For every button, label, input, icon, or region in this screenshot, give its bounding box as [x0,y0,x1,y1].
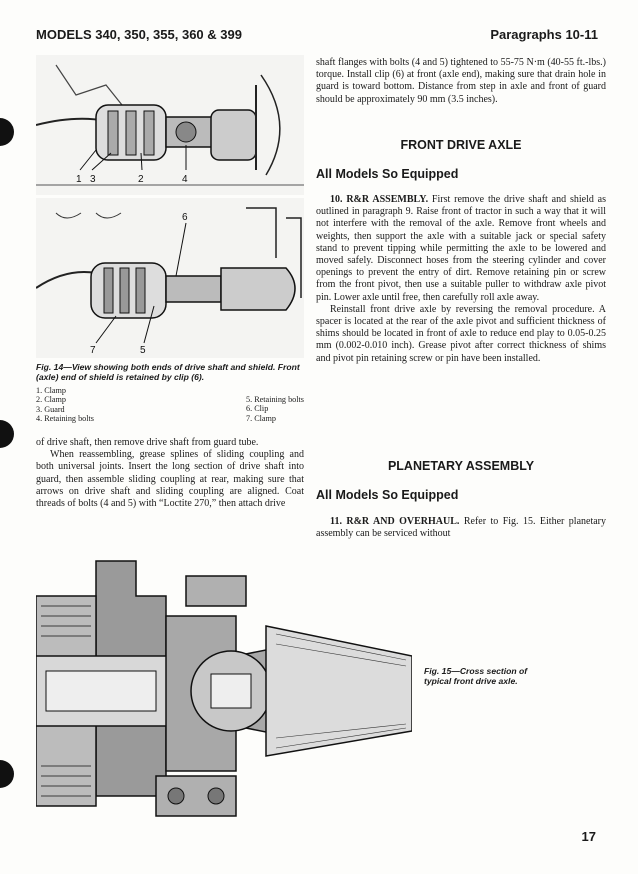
paragraph: Reinstall front drive axle by reversing the removal procedure. A spacer is located at the rear of the axle pivot and sufficient thickness of shims should be located in front of axle to reduce end play to 0.05-0.25 mm (0.002-0.010 inch). Grease pivot after correct thickness of shims and pivot pin retaining screw or pin have been installed. [316,303,606,364]
fig14-callout-1: 1 [76,174,82,185]
fig14-callout-3: 3 [90,174,96,185]
right-column-paragraph-11 [316,516,606,540]
paragraph-body: Refer to Fig. 15. Either planetary assembly can be serviced without [316,516,606,540]
fig14-legend-left [36,386,94,424]
legend-item: 1. Clamp [36,386,67,395]
section-heading-planetary-assembly: PLANETARY ASSEMBLY [387,459,535,473]
fig14-caption: Fig. 14—View showing both ends of drive shaft and shield. Front (axle) end of shield is retained by clip (6). [36,362,300,383]
models-header: MODELS 340, 350, 355, 360 & 399 [36,27,242,42]
right-column-paragraph-10 [316,194,606,365]
fig14-callout-6: 6 [182,212,188,223]
fig14-lower-illustration [36,198,304,358]
section-heading-front-drive-axle: FRONT DRIVE AXLE [400,138,522,152]
legend-item: 3. Guard [36,404,65,414]
right-column-continuation [316,57,606,106]
fig14-legend-right [246,386,304,424]
legend-item: 6. Clip [246,404,269,414]
paragraph-body: First remove the drive shaft and shield as outlined in paragraph 9. Raise front of tractor in such a way that it will not interfere with the removal of the axle. Remove front wheels and weights, then support the axle with a suitable jack or special safety stand to prevent tipping while permitting the axle to be lowered and moved safely. Disconnect hoses from the steering cylinder and cover openings to prevent the entry of dirt. Remove retaining pin or screw from the front pivot, then use a suitable puller to withdraw axle pivot pin. Lower axle until free, then carefully roll axle away. [316,194,607,303]
paragraphs-header: Paragraphs 10-11 [490,27,598,42]
fig15-caption: Fig. 15—Cross section of typical front drive axle. [424,666,528,687]
binder-hole [0,118,14,146]
binder-hole [0,420,14,448]
subheading: All Models So Equipped [316,167,459,181]
legend-item: 4. Retaining bolts [36,414,94,424]
fig14-callout-7: 7 [90,345,96,356]
paragraph [316,194,606,304]
paragraph: When reassembling, grease splines of sliding coupling and both universal joints. Insert the long section of drive shaft into guard, then assemble sliding coupling at rear, making sure that arrows on drive shaft and sliding coupling are aligned. Coat threads of bolts (4 and 5) with “Loctite 270,” then attach drive [36,449,304,510]
left-column-text [36,437,304,510]
fig14-callout-2: 2 [138,174,144,185]
legend-item: 5. Retaining bolts [246,395,304,404]
paragraph-lead: 11. R&R AND OVERHAUL. [330,516,460,527]
legend-item: 7. Clamp [246,413,277,423]
fig14-callout-5: 5 [140,345,146,356]
paragraph: shaft flanges with bolts (4 and 5) tightened to 55-75 N·m (40-55 ft.-lbs.) torque. Install clip (6) at front (axle end), making sure that drain hole in guard is toward bottom. Distance from step in axle and front of guard should be approximately 90 mm (3.5 inches). [316,57,606,105]
fig14-legend [36,386,304,424]
legend-item: 2. Clamp [36,395,67,405]
subheading: All Models So Equipped [316,488,459,502]
binder-hole [0,760,14,788]
fig15-cross-section-illustration [36,556,412,836]
paragraph: of drive shaft, then remove drive shaft from guard tube. [36,437,259,448]
fig14-upper-illustration [36,55,304,195]
page-number: 17 [581,829,596,844]
paragraph-lead: 10. R&R ASSEMBLY. [330,194,429,205]
paragraph [316,516,606,540]
fig14-callout-4: 4 [182,174,188,185]
